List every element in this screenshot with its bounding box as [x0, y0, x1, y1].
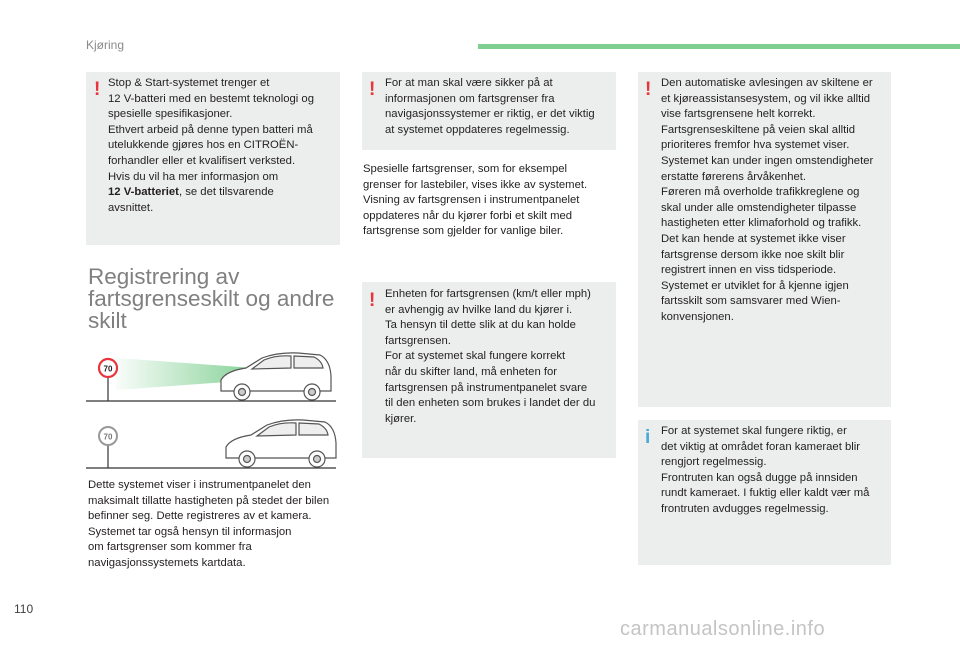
svg-text:70: 70: [103, 432, 113, 442]
header-bar: [478, 44, 960, 49]
body-text-description: Dette systemet viser i instrumentpanelet den maksimalt tillatte hastigheten på stedet der bilen befinner seg. Dette registreres av et kamera. Systemet tar også hensyn til informasjon om fartsgrenser som kommer fra navigasjonssystemets kartdata.: [88, 479, 330, 569]
watermark: carmanualsonline.info: [620, 618, 826, 640]
warning-icon: !: [369, 290, 376, 311]
warning-text-assistance: Den automatiske avlesingen av skiltene er et kjøreassistansesystem, og vil ikke alltid vise fartsgrensene helt korrekt. Fartsgrenseskiltene på veien skal alltid prioriteres fremfor hva systemet viser. Systemet kan under ingen omstendigheter erstatte førerens årvåkenhet. Føreren må overholde trafikkreglene og skal under alle omstendigheter tilpasse hastigheten etter klimaforhold og trafikk. Det kan hende at systemet ikke viser fartsgrense dersom ikke noe skilt blir registrert innen en viss tidsperiode. Systemet er utviklet for å kjenne igjen fartsskilt som samsvarer med Wien- konvensjonen.: [661, 77, 874, 323]
svg-text:70: 70: [103, 364, 113, 374]
warning-icon: !: [645, 79, 652, 100]
info-box-camera: [638, 420, 891, 565]
car-illustration: [221, 353, 331, 400]
warning-text-navigation: For at man skal være sikker på at informasjonen om fartsgrenser fra navigasjonssystemer er riktig, er det viktig at systemet oppdateres regelmessig.: [385, 77, 595, 136]
middle-text-special-limits: Spesielle fartsgrenser, som for eksempel grenser for lastebiler, vises ikke av systemet. Visning av fartsgrensen i instrumentpanelet oppdateres når du kjører forbi et skilt med fartsgrense som gjelder for vanlige biler.: [363, 163, 588, 238]
warning-box-units: [362, 282, 616, 458]
section-title: Registrering av fartsgrenseskilt og andre skilt: [88, 264, 335, 333]
warning-icon: !: [369, 79, 376, 100]
warning-box-battery: [86, 72, 340, 245]
warning-icon: !: [94, 79, 101, 100]
illustration-sign-passed: [86, 413, 338, 471]
warning-text-units: Enheten for fartsgrensen (km/t eller mph) er avhengig av hvilke land du kjører i. Ta hensyn til dette slik at du kan holde fartsgrensen. For at systemet skal fungere korrekt når du skifter land, må enheten for fartsgrensen på instrumentpanelet svare til den enheten som brukes i landet der du kjører.: [385, 288, 596, 425]
illustration-sign-detection: [86, 346, 338, 404]
warning-box-assistance: [638, 72, 891, 407]
page-number: 110: [14, 602, 34, 616]
section-header-title: Kjøring: [86, 38, 125, 52]
warning-text-battery: Stop & Start-systemet trenger et 12 V-batteri med en bestemt teknologi og spesielle spesifikasjoner. Ethvert arbeid på denne typen batteri må utelukkende gjøres hos en CITROËN- forhandler eller et kvalifisert verksted. Hvis du vil ha mer informasjon om 12 V-batteriet, se det tilsvarende avsnittet.: [108, 77, 314, 214]
info-text-camera: For at systemet skal fungere riktig, er det viktig at området foran kameraet blir rengjort regelmessig. Frontruten kan også dugge på innsiden rundt kameraet. I fuktig eller kaldt vær må frontruten avdugges regelmessig.: [661, 425, 870, 515]
warning-box-navigation: [362, 72, 616, 150]
info-icon: i: [645, 427, 651, 448]
car-illustration: [226, 420, 336, 467]
